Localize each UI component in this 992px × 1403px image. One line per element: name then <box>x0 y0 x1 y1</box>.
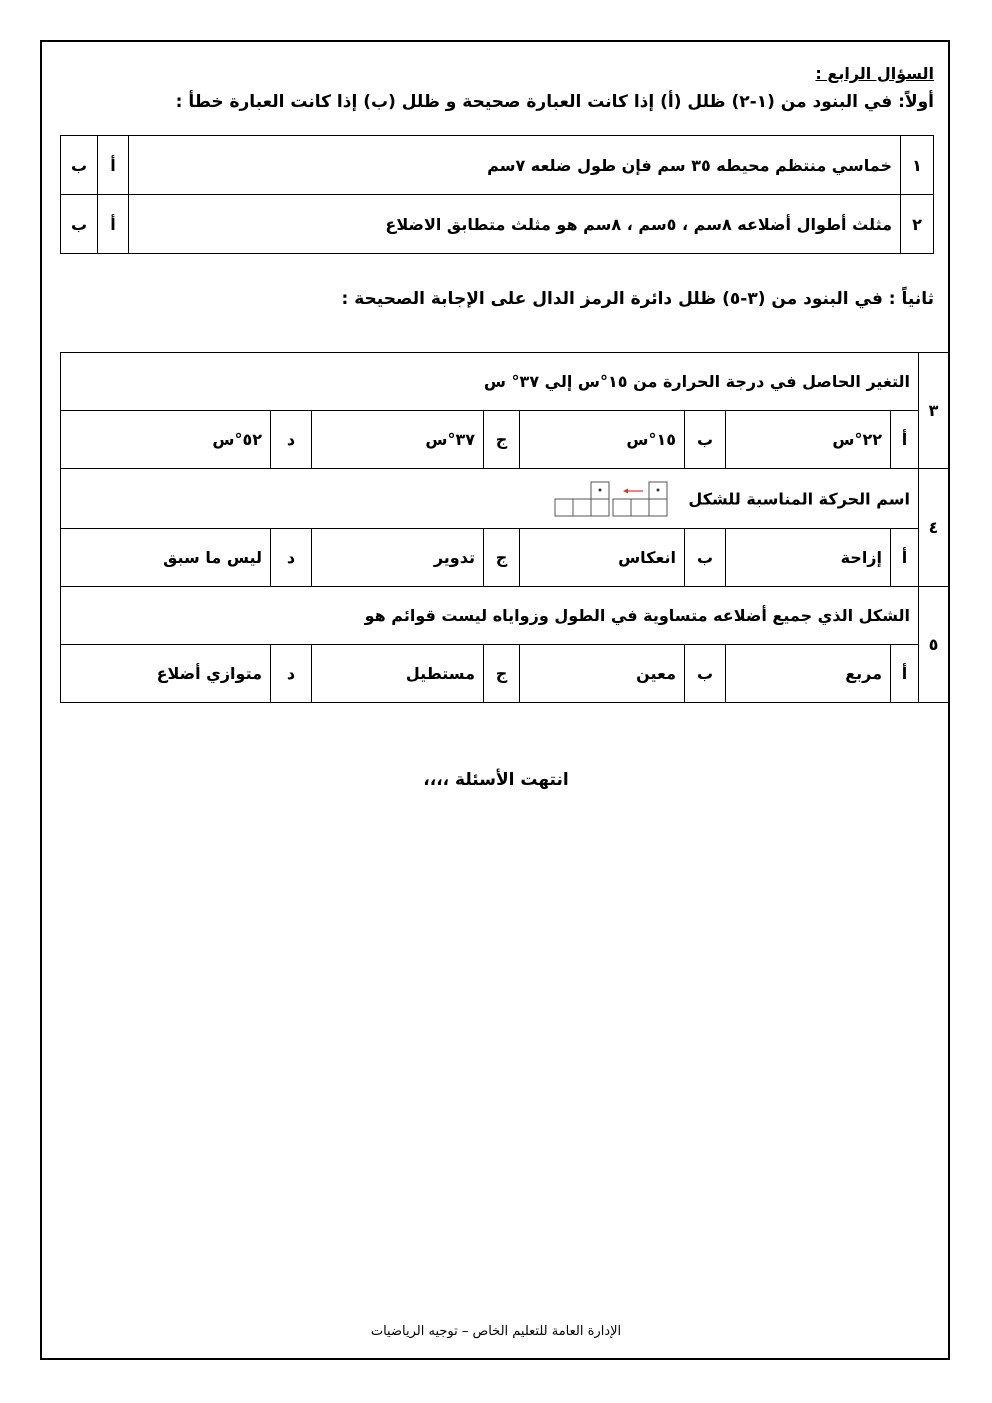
question-title: السؤال الرابع : <box>815 64 934 83</box>
option-letter-b[interactable]: ب <box>685 529 726 587</box>
option-letter-d[interactable]: د <box>271 529 312 587</box>
translation-diagram-icon <box>553 475 673 521</box>
option-letter-a[interactable]: أ <box>891 529 919 587</box>
options-row <box>61 411 949 469</box>
option-b[interactable]: ب <box>61 195 98 254</box>
option-b[interactable]: ب <box>61 136 98 195</box>
question-row <box>61 469 949 529</box>
option-letter-a[interactable]: أ <box>891 645 919 703</box>
end-of-questions: انتهت الأسئلة ،،،، <box>423 770 569 790</box>
option-a[interactable]: أ <box>98 136 129 195</box>
option-a[interactable]: أ <box>98 195 129 254</box>
table-row <box>61 195 934 254</box>
option-text: ليس ما سبق <box>61 529 271 587</box>
part2-instruction: ثانياً : في البنود من (٣-٥) ظلل دائرة الرمز الدال على الإجابة الصحيحة : <box>341 289 934 309</box>
item-number: ١ <box>901 136 934 195</box>
multiple-choice-table <box>60 352 949 703</box>
option-text: انعكاس <box>520 529 685 587</box>
option-text: معين <box>520 645 685 703</box>
question-text: اسم الحركة المناسبة للشكل <box>688 489 910 509</box>
item-number: ٢ <box>901 195 934 254</box>
transformation-figure <box>553 475 673 525</box>
arrow-icon <box>623 489 628 494</box>
table-row <box>61 136 934 195</box>
option-text: ١٥°س <box>520 411 685 469</box>
item-number: ٥ <box>919 587 949 703</box>
options-row <box>61 645 949 703</box>
item-text: مثلث أطوال أضلاعه ٨سم ، ٥سم ، ٨سم هو مثلث متطابق الاضلاع <box>129 195 901 254</box>
true-false-table <box>60 135 934 254</box>
option-letter-b[interactable]: ب <box>685 411 726 469</box>
part1-instruction: أولاً: في البنود من (١-٢) ظلل (أ) إذا كانت العبارة صحيحة و ظلل (ب) إذا كانت العبارة خطأ : <box>175 92 934 112</box>
option-text: متوازي أضلاع <box>61 645 271 703</box>
page-footer: الإدارة العامة للتعليم الخاص – توجيه الرياضيات <box>370 1324 622 1339</box>
option-letter-d[interactable]: د <box>271 645 312 703</box>
option-letter-b[interactable]: ب <box>685 645 726 703</box>
option-letter-a[interactable]: أ <box>891 411 919 469</box>
option-letter-c[interactable]: ج <box>484 411 520 469</box>
option-text: ٣٧°س <box>312 411 484 469</box>
question-row <box>61 353 949 411</box>
option-letter-d[interactable]: د <box>271 411 312 469</box>
option-text: ٥٢°س <box>61 411 271 469</box>
question-cell <box>61 469 919 529</box>
options-row <box>61 529 949 587</box>
option-text: تدوير <box>312 529 484 587</box>
option-text: ٢٢°س <box>726 411 891 469</box>
option-text: مربع <box>726 645 891 703</box>
question-row <box>61 587 949 645</box>
item-text: خماسي منتظم محيطه ٣٥ سم فإن طول ضلعه ٧سم <box>129 136 901 195</box>
option-text: مستطيل <box>312 645 484 703</box>
option-letter-c[interactable]: ج <box>484 645 520 703</box>
item-number: ٤ <box>919 469 949 587</box>
item-number: ٣ <box>919 353 949 469</box>
option-letter-c[interactable]: ج <box>484 529 520 587</box>
option-text: إزاحة <box>726 529 891 587</box>
question-text: الشكل الذي جميع أضلاعه متساوية في الطول وزواياه ليست قوائم هو <box>61 587 919 645</box>
question-text: التغير الحاصل في درجة الحرارة من ١٥°س إلي ٣٧° س <box>61 353 919 411</box>
